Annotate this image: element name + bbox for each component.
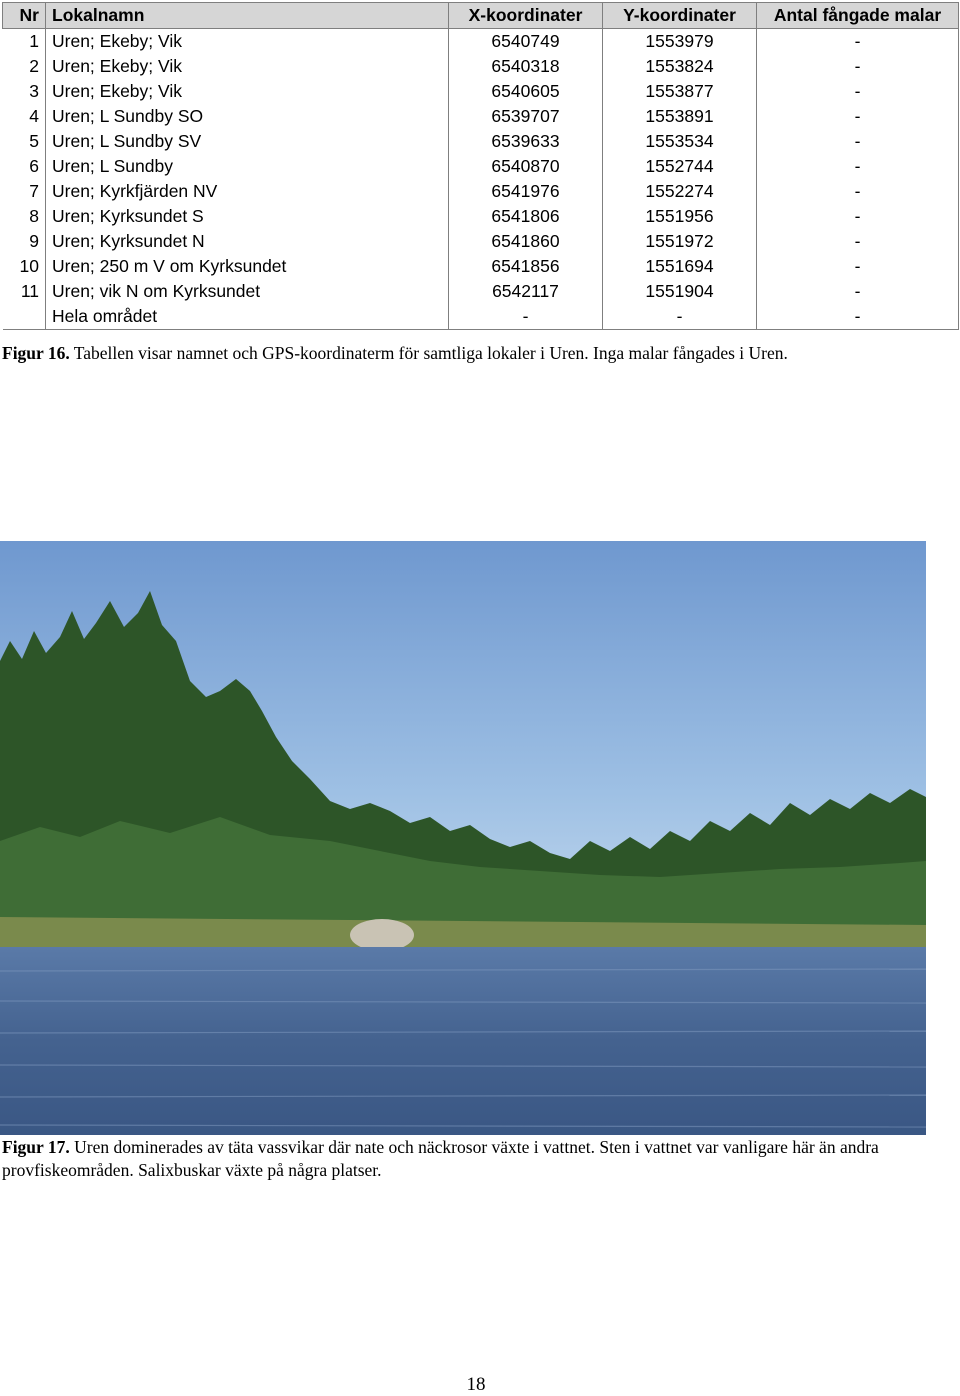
cell-lokalnamn: Uren; Ekeby; Vik bbox=[46, 29, 449, 55]
cell-antal-malar: - bbox=[757, 54, 959, 79]
cell-nr: 3 bbox=[3, 79, 46, 104]
cell-lokalnamn: Uren; Kyrksundet S bbox=[46, 204, 449, 229]
cell-nr: 2 bbox=[3, 54, 46, 79]
table-row bbox=[3, 54, 959, 79]
table-header-row bbox=[3, 3, 959, 29]
cell-y-koordinat: 1553824 bbox=[603, 54, 757, 79]
figure-17-label: Figur 17. bbox=[2, 1137, 70, 1157]
cell-x-koordinat: 6541860 bbox=[449, 229, 603, 254]
cell-y-koordinat: 1552744 bbox=[603, 154, 757, 179]
cell-y-koordinat: 1553534 bbox=[603, 129, 757, 154]
cell-y-koordinat: 1552274 bbox=[603, 179, 757, 204]
cell-x-koordinat: 6541856 bbox=[449, 254, 603, 279]
cell-nr: 1 bbox=[3, 29, 46, 55]
cell-lokalnamn: Uren; 250 m V om Kyrksundet bbox=[46, 254, 449, 279]
cell-lokalnamn: Uren; L Sundby SV bbox=[46, 129, 449, 154]
cell-x-koordinat: 6539707 bbox=[449, 104, 603, 129]
cell-x-koordinat: 6540605 bbox=[449, 79, 603, 104]
cell-nr: 4 bbox=[3, 104, 46, 129]
cell-antal-malar: - bbox=[757, 104, 959, 129]
cell-x-koordinat: 6540870 bbox=[449, 154, 603, 179]
cell-antal-malar: - bbox=[757, 254, 959, 279]
cell-nr: 10 bbox=[3, 254, 46, 279]
cell-lokalnamn: Uren; L Sundby SO bbox=[46, 104, 449, 129]
cell-y-koordinat: 1551904 bbox=[603, 279, 757, 304]
header-lokalnamn: Lokalnamn bbox=[46, 3, 449, 29]
cell-nr bbox=[3, 304, 46, 330]
cell-y-koordinat: 1553877 bbox=[603, 79, 757, 104]
cell-antal-malar: - bbox=[757, 279, 959, 304]
figure-16-caption bbox=[2, 342, 958, 365]
cell-y-koordinat: 1553891 bbox=[603, 104, 757, 129]
table-body bbox=[3, 29, 959, 330]
cell-x-koordinat: 6539633 bbox=[449, 129, 603, 154]
header-x-koordinater: X-koordinater bbox=[449, 3, 603, 29]
table-row bbox=[3, 179, 959, 204]
photo-rock bbox=[350, 919, 414, 951]
cell-lokalnamn: Uren; L Sundby bbox=[46, 154, 449, 179]
header-nr: Nr bbox=[3, 3, 46, 29]
page-number: 18 bbox=[466, 1374, 486, 1395]
table-row bbox=[3, 204, 959, 229]
cell-antal-malar: - bbox=[757, 179, 959, 204]
cell-antal-malar: - bbox=[757, 79, 959, 104]
locations-table-wrapper bbox=[2, 2, 958, 330]
cell-lokalnamn: Uren; Ekeby; Vik bbox=[46, 54, 449, 79]
table-row bbox=[3, 254, 959, 279]
cell-lokalnamn: Uren; vik N om Kyrksundet bbox=[46, 279, 449, 304]
cell-antal-malar: - bbox=[757, 229, 959, 254]
cell-y-koordinat: 1551694 bbox=[603, 254, 757, 279]
cell-lokalnamn: Uren; Kyrksundet N bbox=[46, 229, 449, 254]
photo-water bbox=[0, 947, 926, 1135]
cell-x-koordinat: 6540318 bbox=[449, 54, 603, 79]
cell-x-koordinat: 6541976 bbox=[449, 179, 603, 204]
cell-x-koordinat: 6542117 bbox=[449, 279, 603, 304]
cell-nr: 8 bbox=[3, 204, 46, 229]
cell-y-koordinat: 1553979 bbox=[603, 29, 757, 55]
cell-y-koordinat: 1551956 bbox=[603, 204, 757, 229]
cell-x-koordinat: - bbox=[449, 304, 603, 330]
cell-lokalnamn: Uren; Ekeby; Vik bbox=[46, 79, 449, 104]
cell-antal-malar: - bbox=[757, 129, 959, 154]
table-row bbox=[3, 304, 959, 330]
lake-photo bbox=[0, 541, 926, 1135]
table-row bbox=[3, 279, 959, 304]
cell-antal-malar: - bbox=[757, 29, 959, 55]
header-antal-malar: Antal fångade malar bbox=[757, 3, 959, 29]
cell-y-koordinat: - bbox=[603, 304, 757, 330]
cell-nr: 7 bbox=[3, 179, 46, 204]
cell-y-koordinat: 1551972 bbox=[603, 229, 757, 254]
figure-16-text: Tabellen visar namnet och GPS-koordinaterm för samtliga lokaler i Uren. Inga malar fångades i Uren. bbox=[69, 343, 788, 363]
cell-antal-malar: - bbox=[757, 154, 959, 179]
cell-nr: 6 bbox=[3, 154, 46, 179]
table-row bbox=[3, 79, 959, 104]
table-row bbox=[3, 229, 959, 254]
figure-17-text: Uren dominerades av täta vassvikar där nate och näckrosor växte i vattnet. Sten i vattnet var vanligare här än andra provfiskeområden. Salixbuskar växte på några platser. bbox=[2, 1137, 879, 1180]
table-row bbox=[3, 104, 959, 129]
table-row bbox=[3, 129, 959, 154]
cell-lokalnamn: Uren; Kyrkfjärden NV bbox=[46, 179, 449, 204]
cell-nr: 9 bbox=[3, 229, 46, 254]
header-y-koordinater: Y-koordinater bbox=[603, 3, 757, 29]
figure-16-label: Figur 16. bbox=[2, 343, 70, 363]
cell-lokalnamn: Hela området bbox=[46, 304, 449, 330]
cell-nr: 5 bbox=[3, 129, 46, 154]
table-row bbox=[3, 29, 959, 55]
cell-x-koordinat: 6540749 bbox=[449, 29, 603, 55]
locations-table bbox=[2, 2, 959, 330]
cell-antal-malar: - bbox=[757, 304, 959, 330]
table-row bbox=[3, 154, 959, 179]
cell-antal-malar: - bbox=[757, 204, 959, 229]
cell-x-koordinat: 6541806 bbox=[449, 204, 603, 229]
cell-nr: 11 bbox=[3, 279, 46, 304]
figure-17-caption bbox=[2, 1136, 942, 1182]
